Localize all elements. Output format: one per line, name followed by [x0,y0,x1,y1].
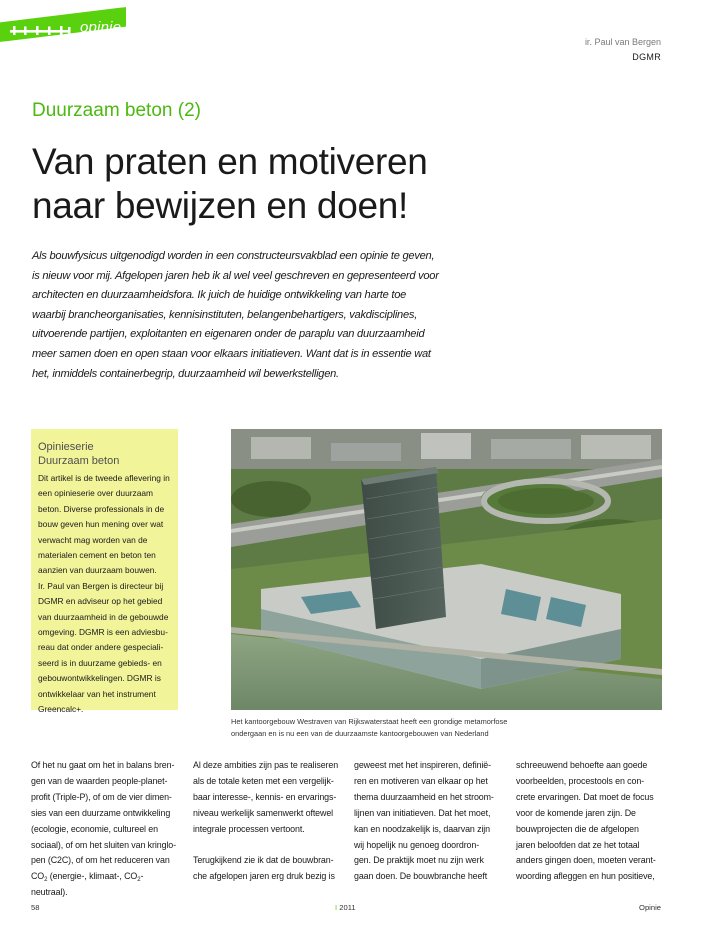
sidebar-line: Dit artikel is de tweede aflevering in [38,473,170,483]
sidebar-title-line: Opinieserie [38,441,94,453]
body-line: geweest met het inspireren, definië- [354,760,491,770]
body-line: (ecologie, economie, cultureel en [31,823,158,834]
intro-line: is nieuw voor mij. Afgelopen jaren heb ik al wel veel geschreven en gepresenteerd voor [32,269,439,282]
sidebar-line: beton. Diverse professionals in de [38,503,165,514]
co2-text: CO [31,871,45,882]
aerial-photo [231,429,662,710]
brush-strokes-icon [10,24,76,38]
sidebar-line: ontwikkelaar van het instrument [38,688,156,699]
author-organization: DGMR [632,52,661,62]
body-line: Terugkijkend zie ik dat de bouwbran- [193,855,334,866]
issue-year: 2011 [339,903,356,912]
intro-line: uitvoerende partijen, exploitanten en eigenaren onder de paraplu van duurzaamheid [32,328,425,341]
body-line: kan en noodzakelijk is, daarvan zijn [354,823,491,834]
intro-line: architecten en duurzaamheidsfora. Ik juich de huidige ontwikkeling van harte toe [32,289,407,302]
sidebar-line: van duurzaamheid in de gebouwde [38,611,169,622]
series-sidebar [31,429,178,715]
sidebar-title [38,440,172,468]
section-tag-label: opinie [80,19,122,36]
body-line: gaan doen. De bouwbranche heeft [354,871,488,882]
body-line [31,871,143,897]
article-intro [32,247,462,384]
sidebar-line: materialen cement en beton ten [38,550,156,561]
issue-number [335,903,356,912]
intro-line: meer samen doen en open staan voor elkaars initiatieven. Want dat is in essentie wat [32,347,431,360]
sidebar-line: een opinieserie over duurzaam [38,488,153,499]
body-column-2 [193,758,341,885]
caption-line: Het kantoorgebouw Westraven van Rijkswaterstaat heeft een grondige metamorfose [231,717,508,726]
sidebar-line: verwacht mag worden van de [38,534,148,545]
body-line: voorbeelden, procestools en con- [516,775,645,786]
article-kicker: Duurzaam beton (2) [32,100,201,121]
body-line: lijnen van initiatieven. Dat het moet, [354,807,491,818]
body-line: integrale processen vertoont. [193,823,305,834]
sidebar-line: DGMR en adviseur op het gebied [38,596,163,607]
body-line: crete ervaringen. Dat moet de focus [516,791,654,802]
body-line: gen van de waarden people-planet- [31,775,168,786]
body-column-4 [516,758,666,885]
subscript: 2 [137,877,141,884]
paragraph [193,853,341,885]
body-line: baar interesse-, kennis- en ervarings- [193,791,337,802]
body-line: sociaal), of om het sluiten van kringlo- [31,839,176,850]
body-line: Al deze ambities zijn pas te realiseren [193,760,339,770]
body-line: wij hopelijk nu genoeg doordron- [354,839,480,850]
page-number: 58 [31,903,40,912]
issue-bar: I [335,903,338,912]
subscript: 2 [44,877,48,884]
body-line: pen (C2C), of om het reduceren van [31,855,170,866]
body-line: gen. De praktijk moet nu zijn werk [354,855,484,866]
intro-line: Als bouwfysicus uitgenodigd worden in een constructeursvakblad een opinie te geven, [32,250,435,262]
sidebar-line: omgeving. DGMR is een adviesbu- [38,627,168,638]
body-line: jaren beloofden dat ze het totaal [516,839,640,850]
body-line: profit (Triple-P), of om de vier dimen- [31,791,172,802]
body-column-1 [31,758,179,901]
sidebar-line: bouw geven hun mening over wat [38,519,164,530]
body-line: woording afleggen en hun positieve, [516,871,655,882]
body-line: als de totale keten met een vergelijk- [193,775,334,786]
photo-caption [231,716,671,739]
body-line: voor de komende jaren zijn. De [516,807,636,818]
article-title [32,140,592,228]
sidebar-line: aanzien van duurzaam bouwen. [38,565,157,576]
caption-line: ondergaan en is nu een van de duurzaamste kantoorgebouwen van Nederland [231,728,489,738]
intro-line: het, inmiddels containerbegrip, duurzaamheid wil bewerkstelligen. [32,367,339,380]
sidebar-body [38,471,172,718]
body-line: thema duurzaamheid en het stroom- [354,791,494,802]
body-line: che afgelopen jaren erg druk bezig is [193,871,335,882]
office-building-illustration [231,429,662,710]
body-line: sies van een duurzame ontwikkeling [31,807,171,818]
paragraph [193,758,341,838]
body-line: bouwprojecten die de afgelopen [516,823,639,834]
body-column-3 [354,758,502,885]
body-text: -neutraal). [31,871,144,898]
sidebar-line: reau dat onder andere gespeciali- [38,642,164,653]
body-line: Of het nu gaat om het in balans bren- [31,760,175,770]
body-line: niveau werkelijk samenwerkt oftewel [193,807,334,818]
footer-section: Opinie [639,903,661,912]
sidebar-line: gebouwontwikkelingen. DGMR is [38,673,161,684]
author-name: ir. Paul van Bergen [584,37,661,47]
title-line: naar bewijzen en doen! [32,185,409,226]
body-line: schreeuwend behoefte aan goede [516,760,648,770]
sidebar-line: Ir. Paul van Bergen is directeur bij [38,580,164,591]
sidebar-line: seerd is in duurzame gebieds- en [38,657,162,668]
sidebar-title-line: Duurzaam beton [38,455,120,467]
body-line: ren en motiveren van elkaar op het [354,775,488,786]
title-line: Van praten en motiveren [32,141,428,182]
body-line: anders gingen doen, moeten verant- [516,855,656,866]
sidebar-line: Greencalc+. [38,704,84,715]
intro-line: waarbij brancheorganisaties, kennisinstituten, belangenbehartigers, vakdisciplines, [32,308,418,321]
body-text: (energie-, klimaat-, CO [47,871,138,882]
